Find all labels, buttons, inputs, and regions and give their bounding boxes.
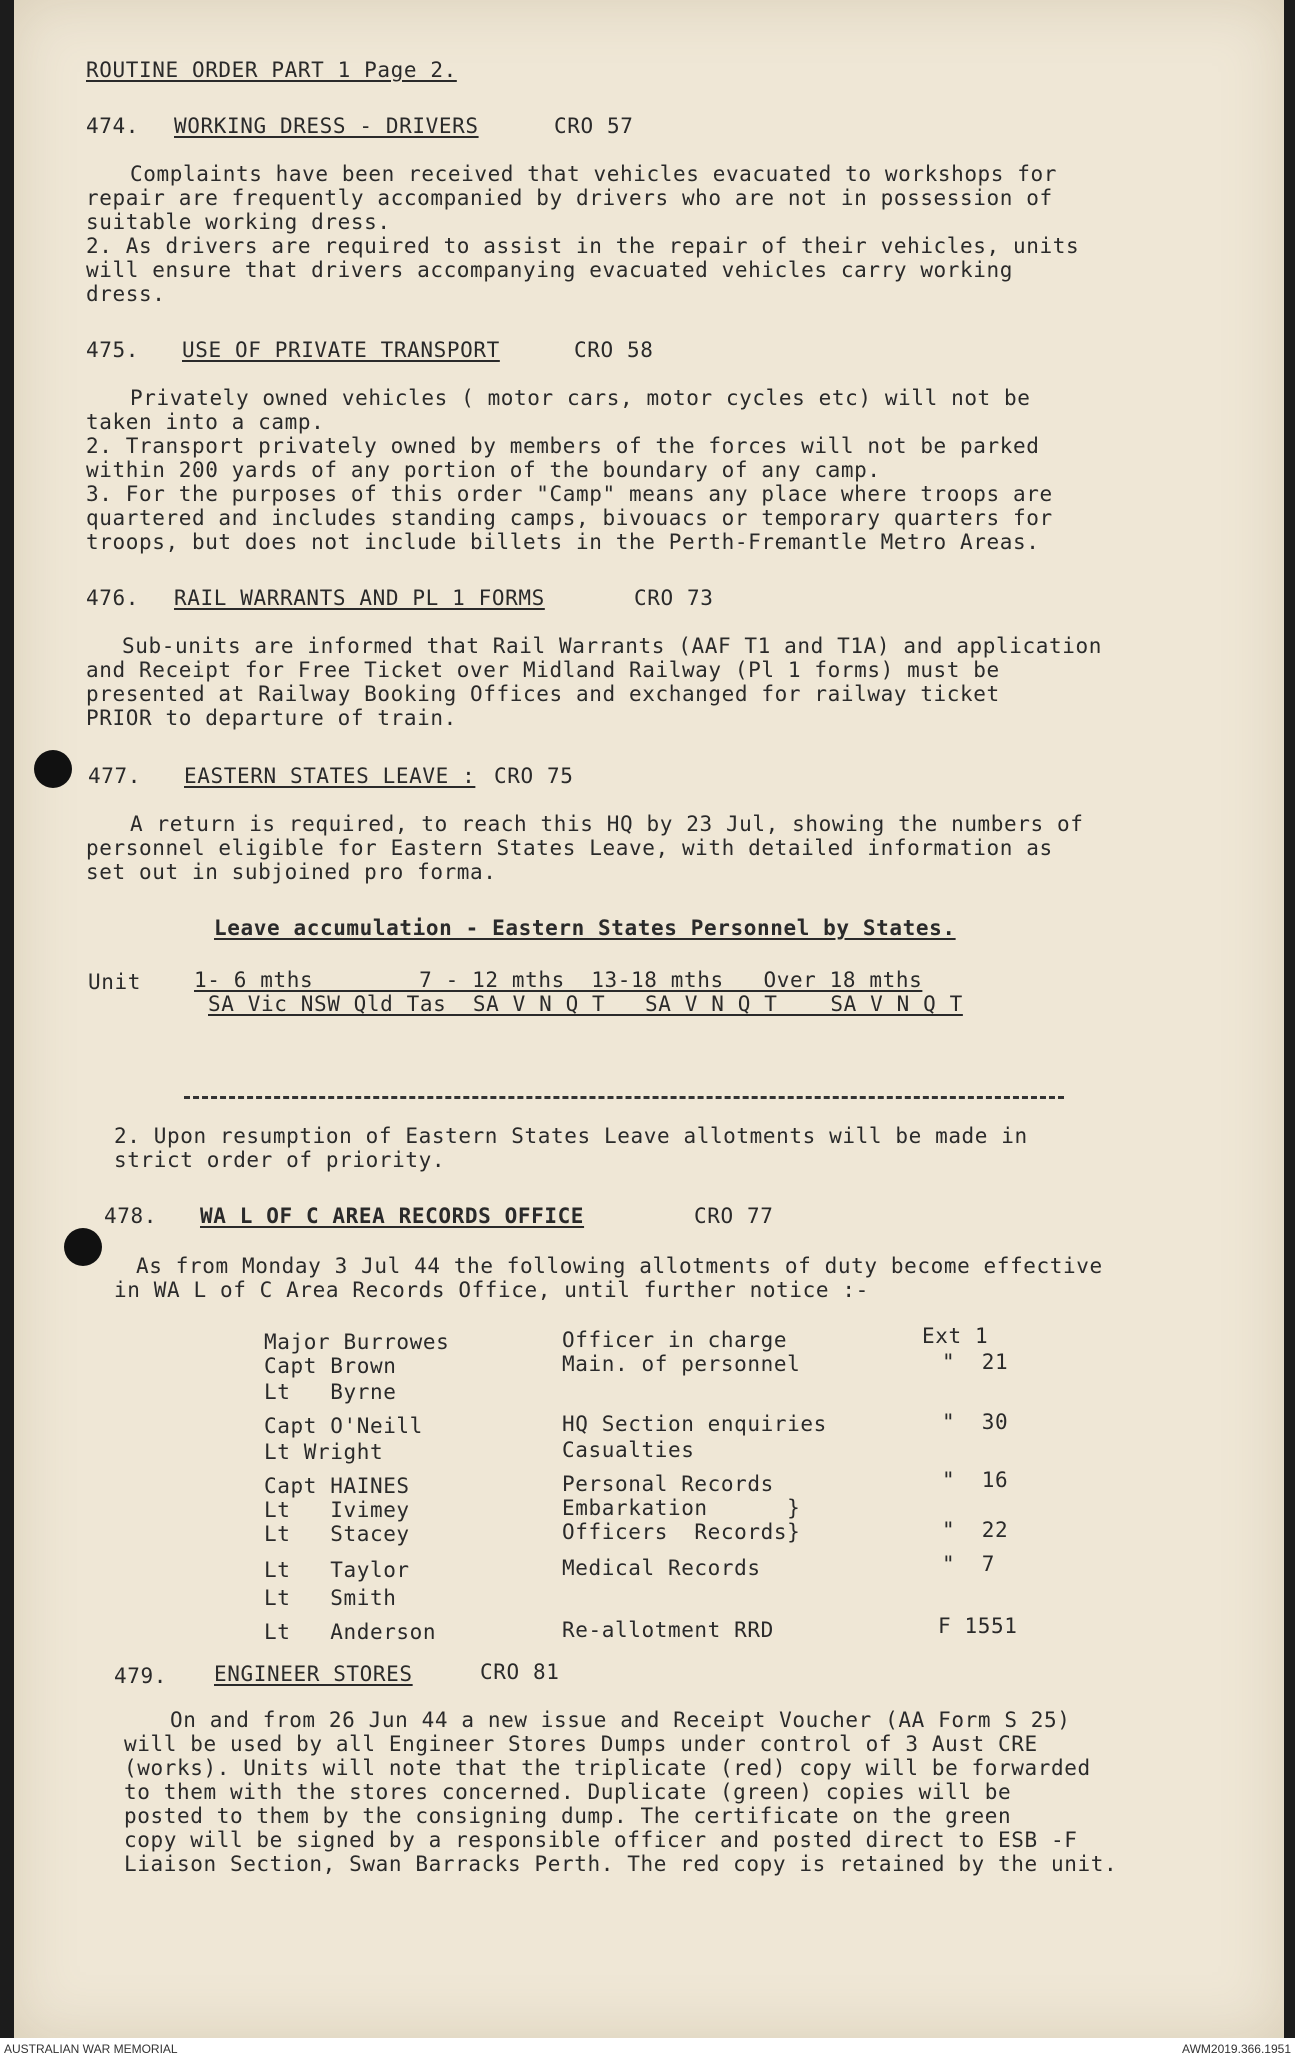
section-479-ref: CRO 81 xyxy=(480,1660,560,1684)
section-477-number: 477. xyxy=(88,764,141,788)
section-474-line: repair are frequently accompanied by drivers who are not in possession of xyxy=(86,186,1053,210)
duty-extension: " 30 xyxy=(942,1410,1009,1434)
archive-footer-bar xyxy=(0,2038,1295,2061)
duty-extension: " 22 xyxy=(942,1518,1009,1542)
leave-table-periods: 1- 6 mths 7 - 12 mths 13-18 mths Over 18 mths xyxy=(194,968,923,992)
section-474-line: dress. xyxy=(86,282,166,306)
section-479-line: (works). Units will note that the triplicate (red) copy will be forwarded xyxy=(124,1756,1091,1780)
section-474-ref: CRO 57 xyxy=(554,114,634,138)
section-479-line: will be used by all Engineer Stores Dumps under control of 3 Aust CRE xyxy=(124,1732,1038,1756)
duty-officer-name: Lt Stacey xyxy=(264,1522,410,1546)
section-477-line: A return is required, to reach this HQ by 23 Jul, showing the numbers of xyxy=(130,812,1084,836)
duty-officer-name: Major Burrowes xyxy=(264,1330,450,1354)
leave-table-dashed-rule xyxy=(184,1096,1064,1099)
duty-extension: " 21 xyxy=(942,1350,1009,1374)
document-page xyxy=(14,0,1284,2038)
section-475-ref: CRO 58 xyxy=(574,338,654,362)
section-474-line: Complaints have been received that vehicles evacuated to workshops for xyxy=(130,162,1058,186)
section-475-number: 475. xyxy=(86,338,139,362)
section-475-line: 3. For the purposes of this order "Camp" means any place where troops are xyxy=(86,482,1053,506)
section-477-title: EASTERN STATES LEAVE : xyxy=(184,764,476,788)
section-476-line: presented at Railway Booking Offices and exchanged for railway ticket xyxy=(86,682,1000,706)
section-479-number: 479. xyxy=(114,1664,167,1688)
duty-description: Officer in charge xyxy=(562,1328,788,1352)
punch-hole xyxy=(34,750,72,788)
duty-officer-name: Lt Wright xyxy=(264,1440,384,1464)
duty-description: Medical Records xyxy=(562,1556,761,1580)
duty-officer-name: Capt Brown xyxy=(264,1354,397,1378)
duty-officer-name: Lt Smith xyxy=(264,1586,397,1610)
section-479-line: On and from 26 Jun 44 a new issue and Receipt Voucher (AA Form S 25) xyxy=(170,1708,1071,1732)
section-476-line: Sub-units are informed that Rail Warrants (AAF T1 and T1A) and application xyxy=(122,634,1102,658)
duty-extension: " 7 xyxy=(942,1552,995,1576)
duty-extension: " 16 xyxy=(942,1468,1009,1492)
duty-description: Personal Records xyxy=(562,1472,774,1496)
duty-officer-name: Capt O'Neill xyxy=(264,1414,423,1438)
leave-table-title: Leave accumulation - Eastern States Personnel by States. xyxy=(214,916,956,940)
duty-extension: F 1551 xyxy=(938,1614,1018,1638)
section-477-ref: CRO 75 xyxy=(494,764,574,788)
leave-table-unit-label: Unit xyxy=(88,970,141,994)
section-474-line: suitable working dress. xyxy=(86,210,391,234)
section-477-para2: 2. Upon resumption of Eastern States Leave allotments will be made in xyxy=(114,1124,1028,1148)
section-478-number: 478. xyxy=(104,1204,157,1228)
duty-description: Main. of personnel xyxy=(562,1352,801,1376)
section-478-line: in WA L of C Area Records Office, until further notice :- xyxy=(114,1278,869,1302)
archive-credit: AUSTRALIAN WAR MEMORIAL xyxy=(4,2042,178,2056)
section-479-line: to them with the stores concerned. Duplicate (green) copies will be xyxy=(124,1780,1012,1804)
duty-officer-name: Lt Ivimey xyxy=(264,1498,410,1522)
section-478-ref: CRO 77 xyxy=(694,1204,774,1228)
section-475-line: troops, but does not include billets in the Perth-Fremantle Metro Areas. xyxy=(86,530,1040,554)
page-header: ROUTINE ORDER PART 1 Page 2. xyxy=(86,58,457,82)
section-475-line: Privately owned vehicles ( motor cars, motor cycles etc) will not be xyxy=(130,386,1031,410)
punch-hole xyxy=(64,1228,102,1266)
section-477-para2: strict order of priority. xyxy=(114,1148,446,1172)
section-474-number: 474. xyxy=(86,114,139,138)
section-479-line: Liaison Section, Swan Barracks Perth. The red copy is retained by the unit. xyxy=(124,1852,1118,1876)
duty-description: Officers Records} xyxy=(562,1520,801,1544)
duty-officer-name: Capt HAINES xyxy=(264,1474,410,1498)
section-476-ref: CRO 73 xyxy=(634,586,714,610)
section-474-line: 2. As drivers are required to assist in the repair of their vehicles, units xyxy=(86,234,1080,258)
section-475-line: within 200 yards of any portion of the boundary of any camp. xyxy=(86,458,881,482)
section-475-line: 2. Transport privately owned by members of the forces will not be parked xyxy=(86,434,1040,458)
section-475-line: quartered and includes standing camps, bivouacs or temporary quarters for xyxy=(86,506,1053,530)
section-479-line: copy will be signed by a responsible officer and posted direct to ESB -F xyxy=(124,1828,1078,1852)
section-478-title: WA L OF C AREA RECORDS OFFICE xyxy=(200,1204,585,1228)
section-477-line: personnel eligible for Eastern States Leave, with detailed information as xyxy=(86,836,1053,860)
section-476-title: RAIL WARRANTS AND PL 1 FORMS xyxy=(174,586,545,610)
section-476-number: 476. xyxy=(86,586,139,610)
section-477-line: set out in subjoined pro forma. xyxy=(86,860,497,884)
section-479-title: ENGINEER STORES xyxy=(214,1662,413,1686)
duty-description: HQ Section enquiries xyxy=(562,1412,827,1436)
section-478-line: As from Monday 3 Jul 44 the following allotments of duty become effective xyxy=(136,1254,1103,1278)
section-476-line: and Receipt for Free Ticket over Midland Railway (Pl 1 forms) must be xyxy=(86,658,1000,682)
leave-table-states: SA Vic NSW Qld Tas SA V N Q T SA V N Q T SA V N Q T xyxy=(208,992,963,1016)
section-475-title: USE OF PRIVATE TRANSPORT xyxy=(182,338,500,362)
archive-reference: AWM2019.366.1951 xyxy=(1182,2042,1291,2056)
duty-description: Casualties xyxy=(562,1438,695,1462)
section-476-line: PRIOR to departure of train. xyxy=(86,706,457,730)
duty-description: Re-allotment RRD xyxy=(562,1618,774,1642)
duty-officer-name: Lt Anderson xyxy=(264,1620,437,1644)
duty-officer-name: Lt Byrne xyxy=(264,1380,397,1404)
section-479-line: posted to them by the consigning dump. The certificate on the green xyxy=(124,1804,1012,1828)
section-474-title: WORKING DRESS - DRIVERS xyxy=(174,114,479,138)
duty-description: Embarkation } xyxy=(562,1496,801,1520)
duty-extension: Ext 1 xyxy=(922,1324,989,1348)
section-475-line: taken into a camp. xyxy=(86,410,325,434)
section-474-line: will ensure that drivers accompanying evacuated vehicles carry working xyxy=(86,258,1014,282)
duty-officer-name: Lt Taylor xyxy=(264,1558,410,1582)
